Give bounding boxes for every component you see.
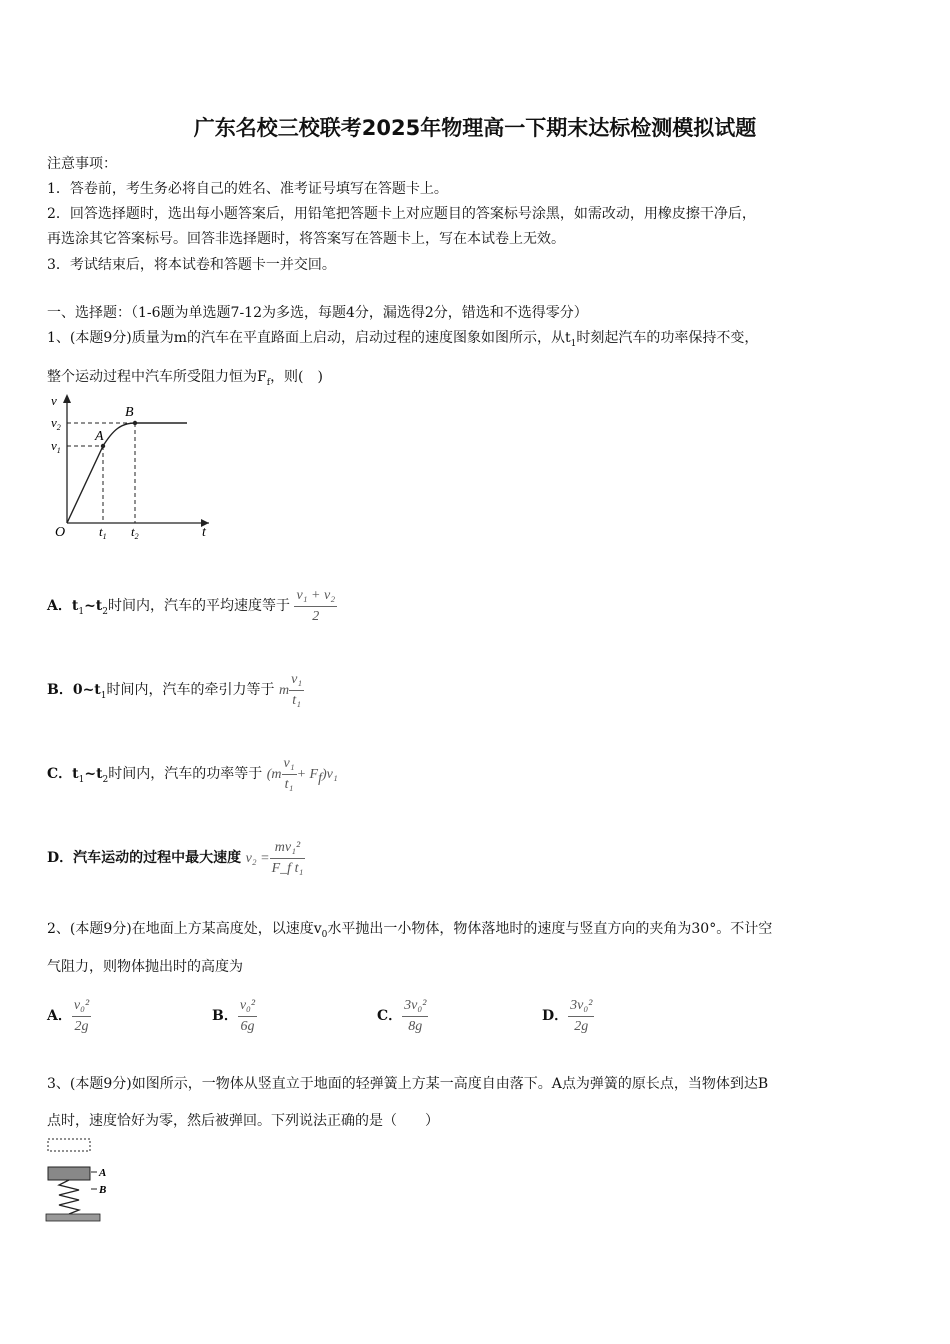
- q2-option-a[interactable]: A． $\frac{\text{v₀²}}{2g}$: [47, 997, 90, 1034]
- curve-segment: [103, 423, 135, 446]
- option-a-formula: $\frac{\text{v₁ + v₂}}{2}$: [296, 587, 336, 624]
- q1-stem-line2: 整个运动过程中汽车所受阻力恒为$F_f$，则( ): [47, 369, 323, 388]
- page-title: 广东名校三校联考2025年物理高一下期末达标检测模拟试题: [193, 116, 757, 140]
- origin-label: O: [55, 525, 66, 540]
- spring-coil: [59, 1180, 79, 1214]
- q1-option-a[interactable]: A．$t_1\sim t_2$时间内，汽车的平均速度等于 $\frac{\text{v₁ + v₂}}{2}$: [47, 584, 337, 628]
- v1-label: $v_1$: [51, 438, 61, 455]
- q2-stem-line1: 2、(本题9分)在地面上方某高度处，以速度$v_0$水平抛出一小物体，物体落地时的速度与竖直方向的夹角为30°。不计空: [47, 921, 773, 940]
- label-a: A: [99, 1167, 107, 1179]
- option-b-formula: $\frac{\text{v₁}}{\text{t₁}}$: [291, 671, 303, 708]
- option-d-formula: $\frac{\text{mv₁²}}{\text{F\_f t₁}}$: [271, 839, 304, 876]
- q2-option-d[interactable]: D． $\frac{\text{3v₀²}}{2g}$: [542, 997, 593, 1034]
- spring-figure: [44, 1136, 124, 1226]
- notice-item: 3．考试结束后，将本试卷和答题卡一并交回。: [47, 257, 336, 273]
- q1-option-b[interactable]: B．$0\sim t_1$时间内，汽车的牵引力等于 m $\frac{\text{v₁}}{\text{t₁}}$: [47, 668, 304, 712]
- point-b-marker: [133, 421, 137, 425]
- point-a-label: A: [95, 429, 104, 444]
- notice-item: 2．回答选择题时，选出每小题答案后，用铅笔把答题卡上对应题目的答案标号涂黑，如需改动，用橡皮擦干净后，: [47, 206, 756, 222]
- t1-label: $t_1$: [99, 524, 107, 540]
- q2-stem-line2: 气阻力，则物体抛出时的高度为: [47, 959, 243, 975]
- spring-plate: [48, 1167, 90, 1180]
- q2-option-b[interactable]: B． $\frac{\text{v₀²}}{6g}$: [212, 997, 256, 1034]
- ground: [46, 1214, 100, 1221]
- notice-item: 再选涂其它答案标号。回答非选择题时，将答案写在答题卡上，写在本试卷上无效。: [47, 231, 565, 247]
- notice-heading: 注意事项：: [47, 156, 117, 172]
- q3-stem-line2: 点时，速度恰好为零，然后被弹回。下列说法正确的是（ ）: [47, 1113, 439, 1129]
- option-c-formula: $\frac{\text{v₁}}{\text{t₁}}$: [283, 755, 295, 792]
- velocity-time-graph: [47, 390, 217, 540]
- t-axis-label: t: [202, 525, 206, 540]
- t2-label: $t_2$: [131, 524, 139, 540]
- point-b-label: B: [125, 405, 134, 420]
- q3-stem-line1: 3、(本题9分)如图所示，一物体从竖直立于地面的轻弹簧上方某一高度自由落下。A点为弹簧的原长点，当物体到达B: [47, 1076, 769, 1092]
- q1-option-c[interactable]: C．$t_1\sim t_2$时间内，汽车的功率等于 (m $\frac{\text{v₁}}{\text{t₁}}$ + Ff)v₁: [47, 752, 338, 796]
- v-axis-label: v: [51, 393, 57, 408]
- q2-option-c[interactable]: C． $\frac{\text{3v₀²}}{8g}$: [377, 997, 427, 1034]
- section-heading: 一、选择题：（1-6题为单选题7-12为多选，每题4分，漏选得2分，错选和不选得零分）: [47, 305, 588, 321]
- linear-segment: [67, 446, 103, 523]
- notice-item: 1．答卷前，考生务必将自己的姓名、准考证号填写在答题卡上。: [47, 181, 448, 197]
- v-axis-arrow-icon: [63, 394, 71, 403]
- q1-option-d[interactable]: D．汽车运动的过程中最大速度 v₂ = $\frac{\text{mv₁²}}{\text{F\_f t₁}}$: [47, 836, 305, 880]
- v2-label: $v_2$: [51, 415, 61, 432]
- point-a-marker: [101, 444, 105, 448]
- falling-object: [48, 1139, 90, 1151]
- label-b: B: [99, 1184, 107, 1196]
- q1-stem-line1: 1、(本题9分)质量为m的汽车在平直路面上启动，启动过程的速度图象如图所示，从$t_1$时刻起汽车的功率保持不变，: [47, 330, 759, 349]
